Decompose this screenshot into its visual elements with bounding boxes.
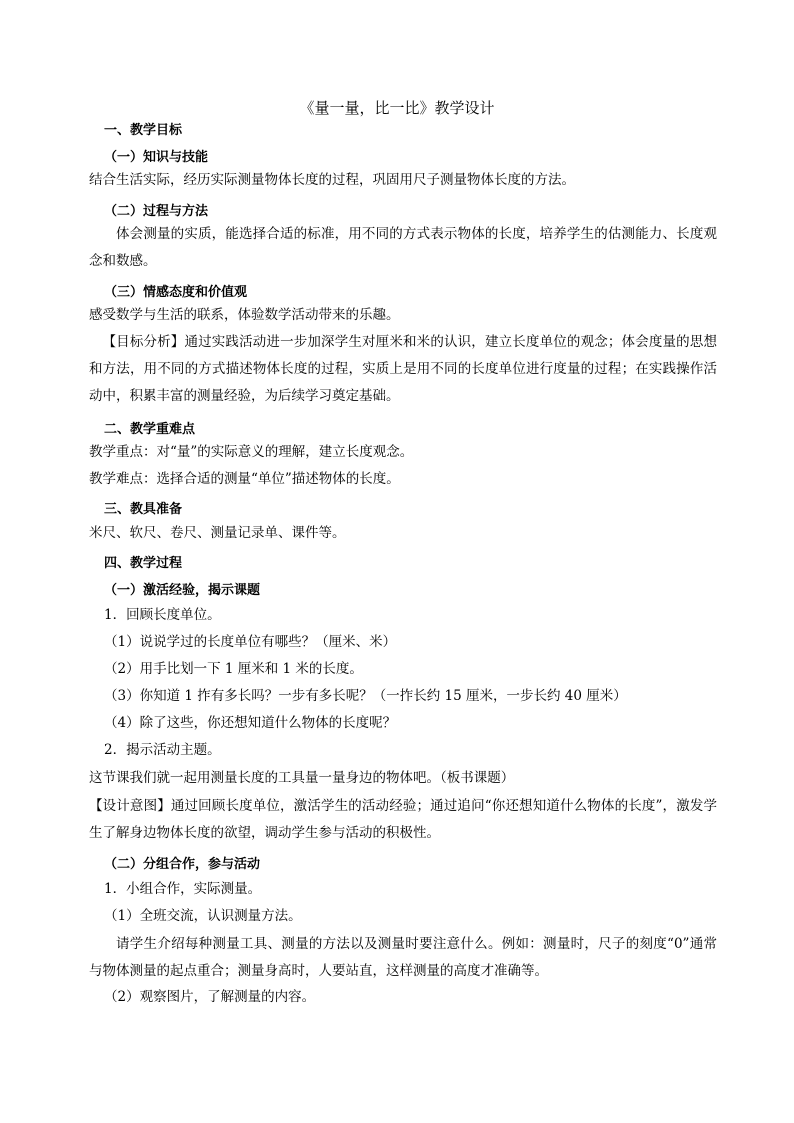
paragraph-measure-method: 请学生介绍每种测量工具、测量的方法以及测量时要注意什么。例如：测量时，尺子的刻度“0”通常与物体测量的起点重合；测量身高时，人要站直，这样测量的高度才准确等。	[89, 936, 717, 979]
question-2: （2）用手比划一下 1 厘米和 1 米的长度。	[104, 661, 363, 677]
question-1: （1）说说学过的长度单位有哪些？（厘米、米）	[104, 634, 397, 650]
step-reveal-theme: 2．揭示活动主题。	[104, 742, 221, 758]
paragraph-design-intent: 【设计意图】通过回顾长度单位，激活学生的活动经验；通过追问“你还想知道什么物体的长度”，激发学生了解身边物体长度的欲望，调动学生参与活动的积极性。	[89, 798, 717, 841]
subheading-group-cooperation: （二）分组合作，参与活动	[104, 857, 261, 872]
paragraph-objective-analysis: 【目标分析】通过实践活动进一步加深学生对厘米和米的认识，建立长度单位的观念；体会度量的思想和方法，用不同的方式描述物体长度的过程，实质上是用不同的长度单位进行度量的过程；在实践操作活动中，积累丰富的测量经验，为后续学习奠定基础。	[89, 334, 717, 404]
step-class-exchange: （1）全班交流，认识测量方法。	[104, 908, 302, 924]
subheading-process-method: （二）过程与方法	[104, 204, 209, 219]
key-point-text: 教学重点：对“量”的实际意义的理解，建立长度观念。	[89, 444, 414, 460]
paragraph-reveal-theme: 这节课我们就一起用测量长度的工具量一量身边的物体吧。（板书课题）	[89, 770, 515, 786]
subheading-activate-experience: （一）激活经验，揭示课题	[104, 583, 261, 598]
paragraph-process-method: 体会测量的实质，能选择合适的标准，用不同的方式表示物体的长度，培养学生的估测能力、长度观念和数感。	[89, 226, 717, 269]
step-observe-pictures: （2）观察图片，了解测量的内容。	[104, 989, 316, 1005]
question-3: （3）你知道 1 拃有多长吗？一步有多长呢？（一拃长约 15 厘米，一步长约 40 厘米）	[104, 688, 627, 704]
subheading-attitude-values: （三）情感态度和价值观	[104, 285, 248, 300]
subheading-knowledge-skills: （一）知识与技能	[104, 150, 209, 165]
section-heading-key-points: 二、教学重难点	[104, 422, 196, 437]
paragraph-attitude-values: 感受数学与生活的联系，体验数学活动带来的乐趣。	[89, 307, 400, 323]
section-heading-process: 四、教学过程	[104, 556, 183, 571]
step-group-measure: 1．小组合作，实际测量。	[104, 881, 262, 897]
difficulty-text: 教学难点：选择合适的测量“单位”描述物体的长度。	[89, 471, 400, 487]
document-title: 《量一量，比一比》教学设计	[299, 99, 495, 117]
materials-text: 米尺、软尺、卷尺、测量记录单、课件等。	[89, 525, 346, 541]
paragraph-knowledge-skills: 结合生活实际，经历实际测量物体长度的过程，巩固用尺子测量物体长度的方法。	[89, 172, 575, 188]
section-heading-materials: 三、教具准备	[104, 502, 183, 517]
question-4: （4）除了这些，你还想知道什么物体的长度呢？	[104, 715, 397, 731]
step-review-units: 1．回顾长度单位。	[104, 607, 221, 623]
section-heading-objectives: 一、教学目标	[104, 123, 183, 138]
